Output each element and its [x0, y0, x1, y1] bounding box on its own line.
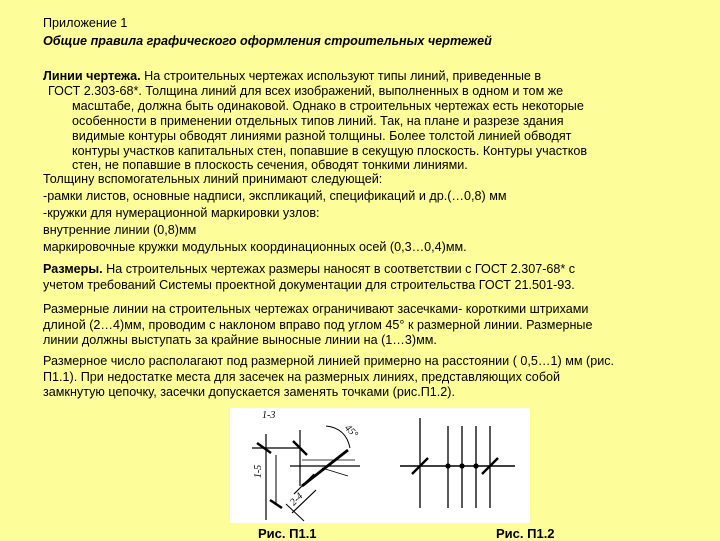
figures-drawing: [230, 408, 530, 523]
sizes-text-line: учетом требований Системы проектной документации для строительства ГОСТ 21.501-93.: [43, 278, 575, 292]
sizes-heading: Размеры.: [43, 262, 103, 276]
sizes-paragraph-first: [43, 262, 575, 277]
lines-text-line: масштабе, должна быть одинаковой. Однако в строительных чертежах есть некоторые: [72, 99, 584, 113]
dim-number-text: замкнутую цепочку, засечки допускается заменять точками (рис.П1.2).: [43, 385, 455, 399]
lines-text-line: стен, не попавшие в плоскость сечения, обводят тонкими линиями.: [72, 158, 468, 172]
figure-label-side: 1-5: [253, 464, 265, 479]
lines-heading: Линии чертежа.: [43, 69, 141, 83]
aux-line-item: внутренние линии (0,8)мм: [43, 223, 197, 237]
lines-text-line: особенности в применении отдельных типов линий. Так, на плане и разрезе здания: [72, 114, 564, 128]
aux-line-item: Толщину вспомогательных линий принимают следующей:: [43, 172, 383, 186]
page-title: Общие правила графического оформления строительных чертежей: [43, 34, 492, 48]
aux-line-item: -кружки для нумерационной маркировки узлов:: [43, 206, 320, 220]
figures-panel: [230, 408, 530, 523]
figure-caption-1: Рис. П1.1: [258, 526, 317, 541]
lines-first-text: На строительных чертежах используют типы линий, приведенные в: [140, 69, 542, 83]
lines-text-line: контуры участков капитальных стен, попавшие в секущую плоскость. Контуры участков: [72, 144, 588, 158]
sizes-first-text: На строительных чертежах размеры наносят в соответствии с ГОСТ 2.307-68* с: [102, 262, 576, 276]
figure-label-bottom: 2-4: [288, 490, 306, 509]
dim-lines-text: длиной (2…4)мм, проводим с наклоном вправо под углом 45° к размерной линии. Размерные: [43, 318, 593, 332]
lines-paragraph-first: [43, 69, 541, 84]
appendix-label: Приложение 1: [43, 16, 128, 30]
figure-p1-1-drawing: [252, 426, 360, 521]
dim-number-text: Размерное число располагают под размерной линией примерно на расстоянии ( 0,5…1) мм (рис.: [43, 354, 615, 368]
figure-caption-2: Рис. П1.2: [496, 526, 555, 541]
lines-text-line: видимые контуры обводят линиями разной толщины. Более толстой линией обводят: [72, 129, 572, 143]
dim-number-text: П1.1). При недостатке места для засечек на размерных линиях, представляющих собой: [43, 370, 561, 384]
aux-line-item: -рамки листов, основные надписи, экспликаций, спецификаций и др.(…0,8) мм: [43, 189, 507, 203]
figure-label-top: 1-3: [262, 410, 276, 421]
figure-p1-2-drawing: [400, 418, 515, 508]
figure-label-angle: 45°: [342, 422, 360, 441]
aux-line-item: маркировочные кружки модульных координационных осей (0,3…0,4)мм.: [43, 240, 467, 254]
dim-lines-text: Размерные линии на строительных чертежах ограничивают засечками- короткими штрихами: [43, 302, 589, 316]
dim-lines-text: линии должны выступать за крайние выносные линии на (1…3)мм.: [43, 333, 437, 347]
lines-text-line: ГОСТ 2.303-68*. Толщина линий для всех изображений, выполненных в одном и том же: [48, 84, 564, 98]
